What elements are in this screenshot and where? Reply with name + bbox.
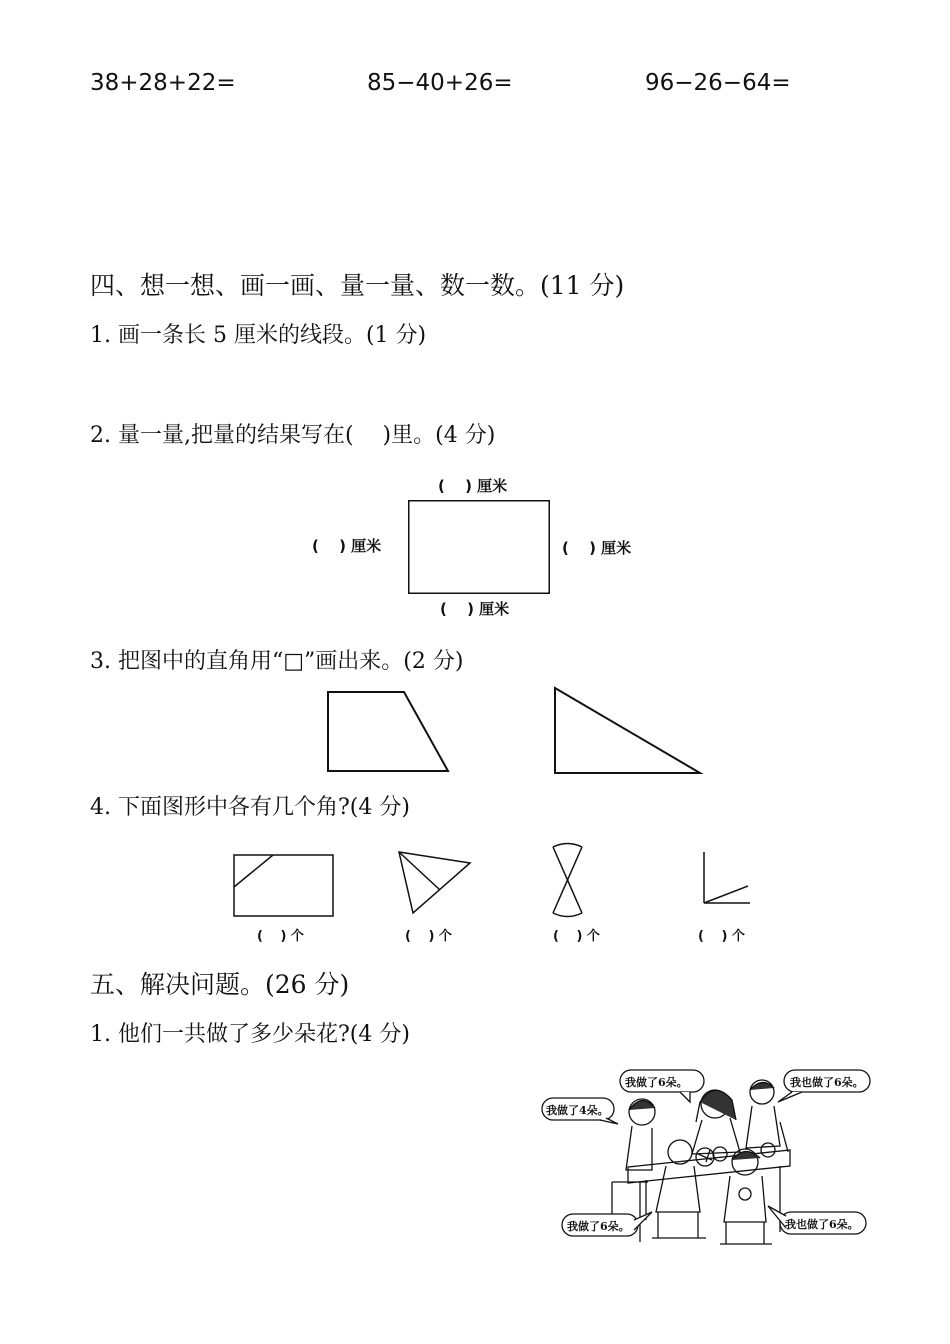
children-making-flowers-illustration: [540, 1062, 870, 1252]
right-trapezoid-shape: [326, 690, 452, 774]
bubble-text-5: 我也做了6朵。: [785, 1218, 859, 1231]
question-5-1: 1. 他们一共做了多少朵花?(4 分): [90, 1022, 410, 1047]
question-4-2: 2. 量一量,把量的结果写在( )里。(4 分): [90, 423, 496, 448]
bubble-text-2: 我也做了6朵。: [790, 1076, 864, 1089]
question-4-3: 3. 把图中的直角用“□”画出来。(2 分): [90, 649, 464, 674]
angle-count-2: ( ) 个: [405, 929, 452, 944]
open-angle-shape: [701, 851, 753, 907]
measure-rectangle: [408, 500, 550, 594]
equation-2: 85−40+26=: [367, 70, 513, 96]
rect-label-left: ( ) 厘米: [312, 537, 382, 555]
rect-label-right: ( ) 厘米: [562, 539, 632, 557]
rect-label-top: ( ) 厘米: [438, 477, 508, 495]
section-4-title: 四、想一想、画一画、量一量、数一数。(11 分): [90, 271, 625, 300]
question-4-4: 4. 下面图形中各有几个角?(4 分): [90, 795, 410, 820]
equation-1: 38+28+22=: [90, 70, 236, 96]
right-triangle-shape: [553, 686, 705, 778]
bubble-text-1: 我做了6朵。: [625, 1076, 688, 1089]
angle-count-4: ( ) 个: [698, 929, 745, 944]
rect-label-bottom: ( ) 厘米: [440, 600, 510, 618]
triangle-with-line-shape: [396, 849, 474, 917]
question-4-1: 1. 画一条长 5 厘米的线段。(1 分): [90, 323, 427, 348]
angle-count-1: ( ) 个: [257, 929, 304, 944]
bubble-text-4: 我做了6朵。: [567, 1220, 630, 1233]
angle-count-3: ( ) 个: [553, 929, 600, 944]
bowtie-shape: [547, 843, 589, 917]
rectangle-with-diagonal-shape: [233, 854, 335, 918]
equation-3: 96−26−64=: [645, 70, 791, 96]
bubble-text-3: 我做了4朵。: [546, 1104, 609, 1117]
section-5-title: 五、解决问题。(26 分): [90, 970, 350, 999]
